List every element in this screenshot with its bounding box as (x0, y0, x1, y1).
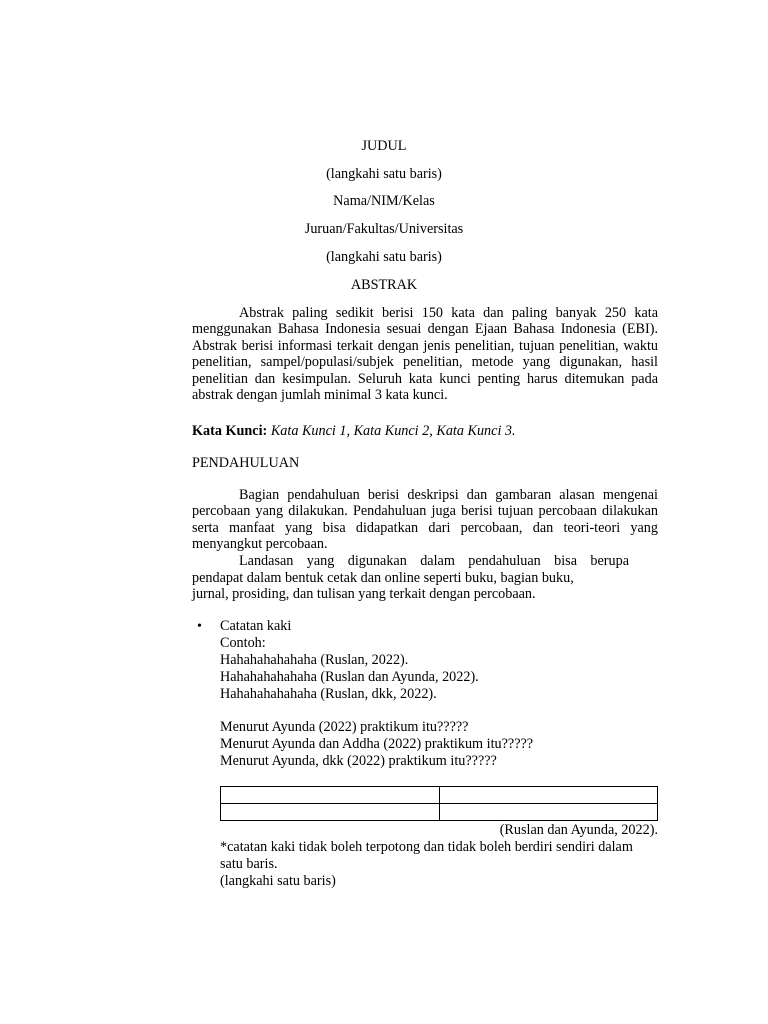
citation-example-1: Hahahahahahaha (Ruslan, 2022). (220, 652, 409, 668)
table-cell (221, 787, 440, 804)
intro-paragraph-2-line-3: jurnal, prosiding, dan tulisan yang terkait dengan percobaan. (192, 586, 536, 602)
table-row (221, 804, 658, 821)
keywords-label: Kata Kunci: (192, 423, 268, 439)
table-cell (439, 787, 658, 804)
title: JUDUL (361, 138, 407, 154)
table-cell (439, 804, 658, 821)
citation-example-3: Hahahahahahaha (Ruslan, dkk, 2022). (220, 686, 437, 702)
keywords-value: Kata Kunci 1, Kata Kunci 2, Kata Kunci 3. (270, 423, 516, 439)
intro-paragraph-2-line-2: pendapat dalam bentuk cetak dan online seperti buku, bagian buku, (192, 570, 574, 586)
abstract-body: Abstrak paling sedikit berisi 150 kata dan paling banyak 250 kata menggunakan Bahasa Indonesia sesuai dengan Ejaan Bahasa Indonesia (EBI). Abstrak berisi informasi terkait dengan jenis penelitian, tujuan penelitian, waktu penelitian, sampel/populasi/subjek penelitian, metode yang digunakan, hasil penelitian dan kesimpulan. Seluruh kata kunci penting harus ditemukan pada abstrak dengan jumlah minimal 3 kata kunci. (192, 305, 658, 404)
skip-line-3: (langkahi satu baris) (220, 873, 336, 889)
citation-example-2: Hahahahahahaha (Ruslan dan Ayunda, 2022). (220, 669, 479, 685)
intro-paragraph-2-line-1: Landasan yang digunakan dalam pendahuluan bisa berupa (239, 553, 629, 569)
narrative-example-1: Menurut Ayunda (2022) praktikum itu????? (220, 719, 469, 735)
intro-paragraph-1: Bagian pendahuluan berisi deskripsi dan gambaran alasan mengenai percobaan yang dilakukan. Pendahuluan juga berisi tujuan percobaan dilakukan serta manfaat yang bisa didapatkan dari percobaan, dan teori-teori yang menyangkut percobaan. (192, 487, 658, 553)
table-cell (221, 804, 440, 821)
narrative-example-2: Menurut Ayunda dan Addha (2022) praktikum itu????? (220, 736, 534, 752)
intro-heading: PENDAHULUAN (192, 455, 300, 471)
footnote-title: Catatan kaki (220, 618, 292, 634)
example-table (220, 786, 658, 821)
footnote-rule-note: *catatan kaki tidak boleh terpotong dan tidak boleh berdiri sendiri dalam satu baris. (220, 839, 633, 872)
keywords-line (192, 423, 658, 440)
skip-line-2: (langkahi satu baris) (326, 249, 442, 265)
skip-line-1: (langkahi satu baris) (326, 166, 442, 182)
abstract-heading: ABSTRAK (350, 277, 418, 293)
affiliation-line: Juruan/Fakultas/Universitas (304, 221, 464, 237)
bullet-icon: • (197, 619, 202, 634)
table-row (221, 787, 658, 804)
author-line: Nama/NIM/Kelas (333, 193, 435, 209)
example-label: Contoh: (220, 635, 266, 651)
table-source: (Ruslan dan Ayunda, 2022). (499, 822, 658, 838)
narrative-example-3: Menurut Ayunda, dkk (2022) praktikum itu????? (220, 753, 497, 769)
